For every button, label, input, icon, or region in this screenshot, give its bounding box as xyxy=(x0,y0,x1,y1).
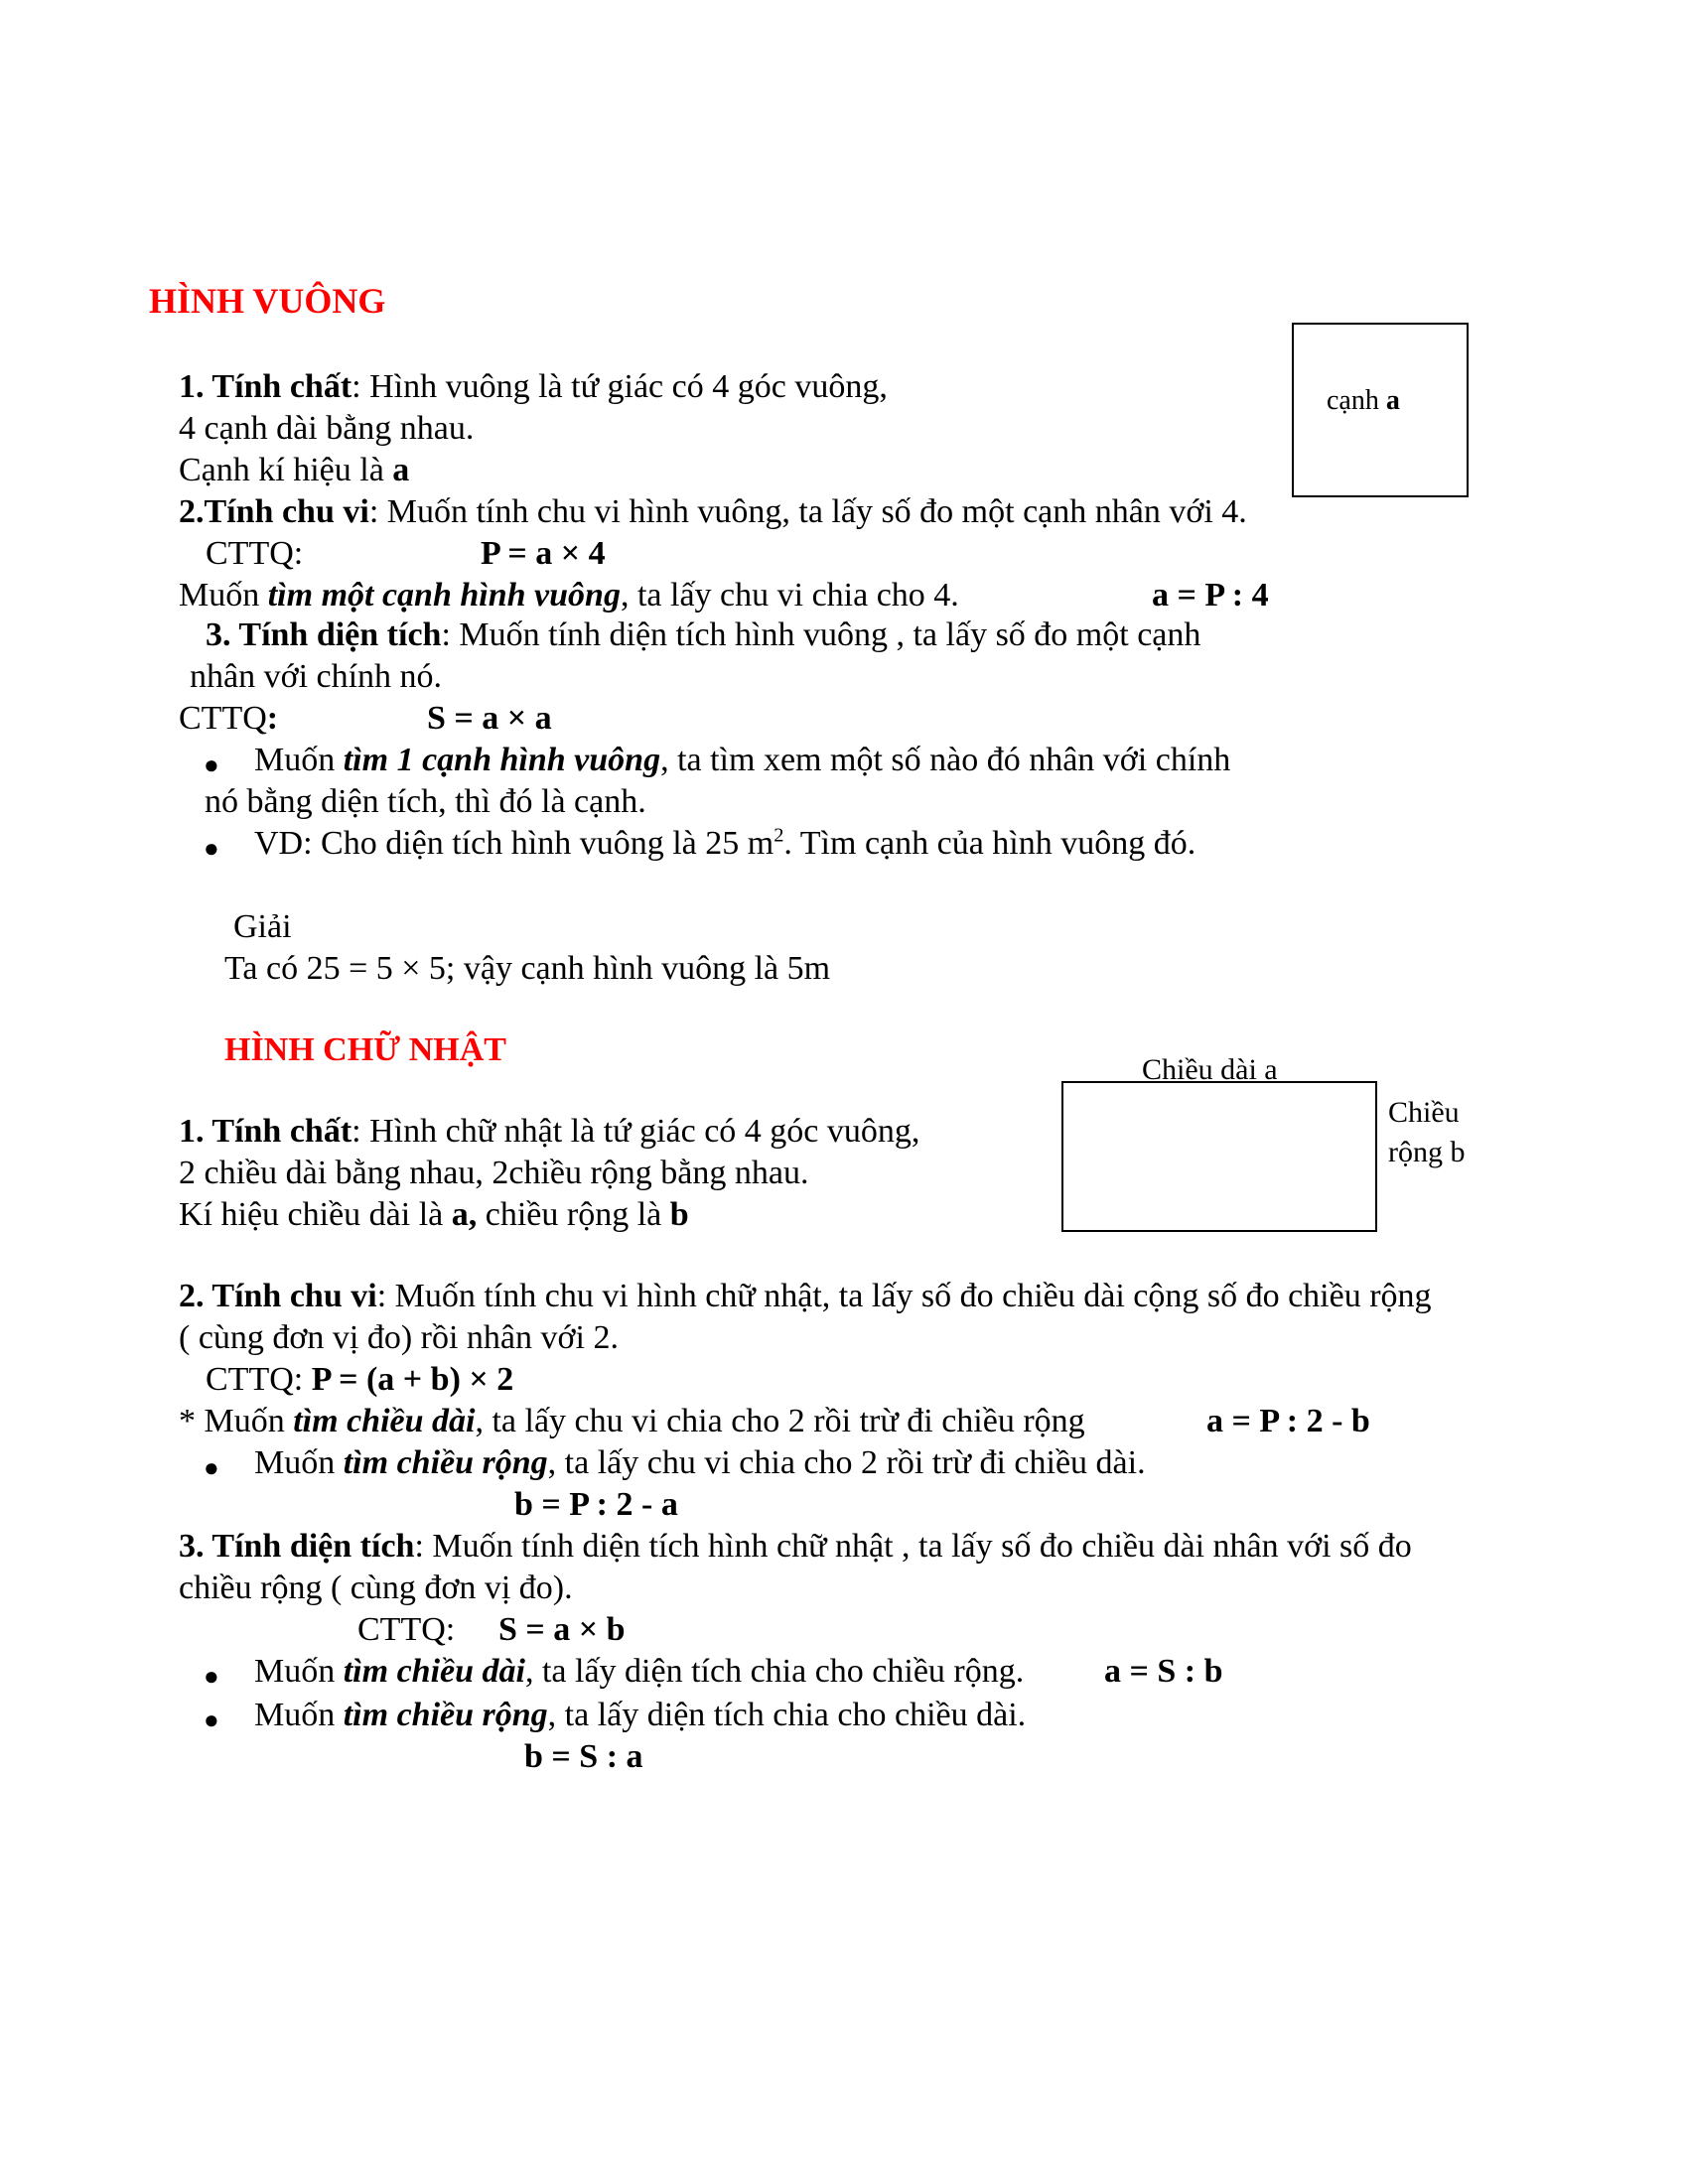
rectangle-property-line3 xyxy=(179,1195,689,1236)
rectangle-find-length-em: tìm chiều dài xyxy=(293,1403,476,1439)
square-side-symbol: a xyxy=(392,452,410,488)
rectangle-perimeter-heading: 2. Tính chu vi xyxy=(179,1278,377,1314)
square-perimeter-cttq-label: CTTQ: xyxy=(206,535,304,572)
rectangle-area-line xyxy=(179,1527,1412,1568)
square-property-line2: 4 cạnh dài bằng nhau. xyxy=(179,410,475,447)
square-bullet-2-line xyxy=(254,824,1196,865)
square-perimeter-formula: P = a × 4 xyxy=(481,535,606,572)
square-property-line3 xyxy=(179,451,409,491)
rectangle-property-line xyxy=(179,1112,919,1153)
rectangle-area-formula: S = a × b xyxy=(498,1611,626,1648)
rectangle-bullet-width-marker: ● xyxy=(204,1453,219,1482)
rectangle-area-find-length-formula: a = S : b xyxy=(1104,1653,1223,1690)
rectangle-area-find-length-em: tìm chiều dài xyxy=(343,1653,525,1690)
square-bullet-1-post: , ta tìm xem một số nào đó nhân với chính xyxy=(660,742,1231,778)
rectangle-perimeter-cttq xyxy=(206,1360,513,1401)
square-area-text: : Muốn tính diện tích hình vuông , ta lấy số đo một cạnh xyxy=(441,616,1201,653)
square-area-cttq-colon: : xyxy=(266,700,279,737)
rectangle-length-symbol: a, xyxy=(451,1196,478,1233)
rectangle-find-length-post: , ta lấy chu vi chia cho 2 rồi trừ đi chiều rộng xyxy=(475,1403,1085,1439)
square-bullet-1-pre: Muốn xyxy=(254,742,344,778)
rectangle-area-cttq-label: CTTQ: xyxy=(357,1611,456,1648)
rectangle-area-line2: chiều rộng ( cùng đơn vị đo). xyxy=(179,1570,573,1606)
square-area-line xyxy=(206,615,1200,656)
square-bullet-1-line xyxy=(254,741,1230,781)
rectangle-property-line2: 2 chiều dài bằng nhau, 2chiều rộng bằng nhau. xyxy=(179,1155,809,1191)
square-find-side-post: , ta lấy chu vi chia cho 4. xyxy=(620,577,959,614)
square-area-cttq-text: CTTQ xyxy=(179,700,267,737)
rectangle-width-symbol: b xyxy=(669,1196,689,1233)
square-area-heading: 3. Tính diện tích xyxy=(206,616,442,653)
square-solution-text: Ta có 25 = 5 × 5; vậy cạnh hình vuông là 5m xyxy=(224,950,831,987)
rectangle-area-find-width-em: tìm chiều rộng xyxy=(343,1697,548,1733)
rectangle-perimeter-text: : Muốn tính chu vi hình chữ nhật, ta lấy số đo chiều dài cộng số đo chiều rộng xyxy=(376,1278,1432,1314)
rectangle-perimeter-formula: P = (a + b) × 2 xyxy=(311,1361,514,1398)
rectangle-area-find-length-line xyxy=(254,1652,1024,1693)
square-side-symbol-text: Cạnh kí hiệu là xyxy=(179,452,393,488)
rectangle-section-title: HÌNH CHỮ NHẬT xyxy=(224,1031,506,1068)
square-solution-label: Giải xyxy=(233,908,292,945)
rectangle-area-find-length-post: , ta lấy diện tích chia cho chiều rộng. xyxy=(524,1653,1025,1690)
square-bullet-2-marker: ● xyxy=(204,834,219,863)
rectangle-perimeter-line2: ( cùng đơn vị đo) rồi nhân với 2. xyxy=(179,1319,619,1356)
square-bullet-1-em: tìm 1 cạnh hình vuông xyxy=(343,742,661,778)
square-find-side-em: tìm một cạnh hình vuông xyxy=(267,577,621,614)
square-bullet-1-marker: ● xyxy=(204,751,219,779)
rectangle-figure xyxy=(1061,1081,1377,1232)
square-bullet-1-line2: nó bằng diện tích, thì đó là cạnh. xyxy=(205,783,646,820)
rectangle-find-width-formula: b = P : 2 - a xyxy=(514,1486,678,1523)
rectangle-area-text: : Muốn tính diện tích hình chữ nhật , ta lấy số đo chiều dài nhân với số đo xyxy=(414,1528,1412,1565)
square-property-text: : Hình vuông là tứ giác có 4 góc vuông, xyxy=(352,368,888,405)
square-example-superscript: 2 xyxy=(774,824,784,847)
square-find-side-pre: Muốn xyxy=(179,577,268,614)
square-find-side-formula: a = P : 4 xyxy=(1152,577,1269,614)
square-area-line2: nhân với chính nó. xyxy=(190,658,443,695)
square-find-side-line xyxy=(179,576,959,616)
rectangle-bullet-area-width-marker: ● xyxy=(204,1706,219,1734)
rectangle-area-find-width-line xyxy=(254,1696,1026,1736)
square-example-text: VD: Cho diện tích hình vuông là 25 m xyxy=(254,825,774,862)
rectangle-find-width-em: tìm chiều rộng xyxy=(343,1444,548,1481)
rectangle-area-find-length-pre: Muốn xyxy=(254,1653,344,1690)
square-figure-label xyxy=(1327,384,1400,418)
rectangle-perimeter-cttq-label: CTTQ: xyxy=(206,1361,312,1398)
rectangle-area-find-width-post: , ta lấy diện tích chia cho chiều dài. xyxy=(547,1697,1027,1733)
square-example-post: . Tìm cạnh của hình vuông đó. xyxy=(783,825,1196,862)
rectangle-perimeter-line xyxy=(179,1277,1432,1317)
square-property-line xyxy=(179,367,888,408)
square-perimeter-text: : Muốn tính chu vi hình vuông, ta lấy số đo một cạnh nhân với 4. xyxy=(368,493,1247,530)
rectangle-property-text: : Hình chữ nhật là tứ giác có 4 góc vuông, xyxy=(352,1113,920,1150)
rectangle-find-width-line xyxy=(254,1443,1146,1484)
rectangle-find-width-post: , ta lấy chu vi chia cho 2 rồi trừ đi chiều dài. xyxy=(547,1444,1146,1481)
square-figure-label-text: cạnh xyxy=(1327,385,1379,416)
rectangle-find-length-pre: * Muốn xyxy=(179,1403,294,1439)
rectangle-find-width-pre: Muốn xyxy=(254,1444,344,1481)
rectangle-length-label: Chiều dài a xyxy=(1142,1053,1278,1086)
square-section-title: HÌNH VUÔNG xyxy=(149,281,386,321)
square-perimeter-line xyxy=(179,492,1247,533)
rectangle-area-find-width-formula: b = S : a xyxy=(524,1738,643,1775)
rectangle-width-symbol-text: chiều rộng là xyxy=(477,1196,670,1233)
rectangle-find-length-formula: a = P : 2 - b xyxy=(1206,1403,1370,1439)
rectangle-bullet-area-length-marker: ● xyxy=(204,1662,219,1691)
square-area-formula: S = a × a xyxy=(427,700,552,737)
rectangle-width-label-1: Chiều xyxy=(1388,1096,1460,1129)
rectangle-width-label-2: rộng b xyxy=(1388,1136,1466,1168)
rectangle-length-symbol-text: Kí hiệu chiều dài là xyxy=(179,1196,452,1233)
rectangle-property-heading: 1. Tính chất xyxy=(179,1113,352,1150)
square-perimeter-heading: 2.Tính chu vi xyxy=(179,493,369,530)
square-figure-label-var: a xyxy=(1385,385,1400,416)
rectangle-area-heading: 3. Tính diện tích xyxy=(179,1528,415,1565)
rectangle-area-find-width-pre: Muốn xyxy=(254,1697,344,1733)
square-area-cttq-label xyxy=(179,699,278,740)
square-property-heading: 1. Tính chất xyxy=(179,368,352,405)
rectangle-find-length-line xyxy=(179,1402,1085,1442)
